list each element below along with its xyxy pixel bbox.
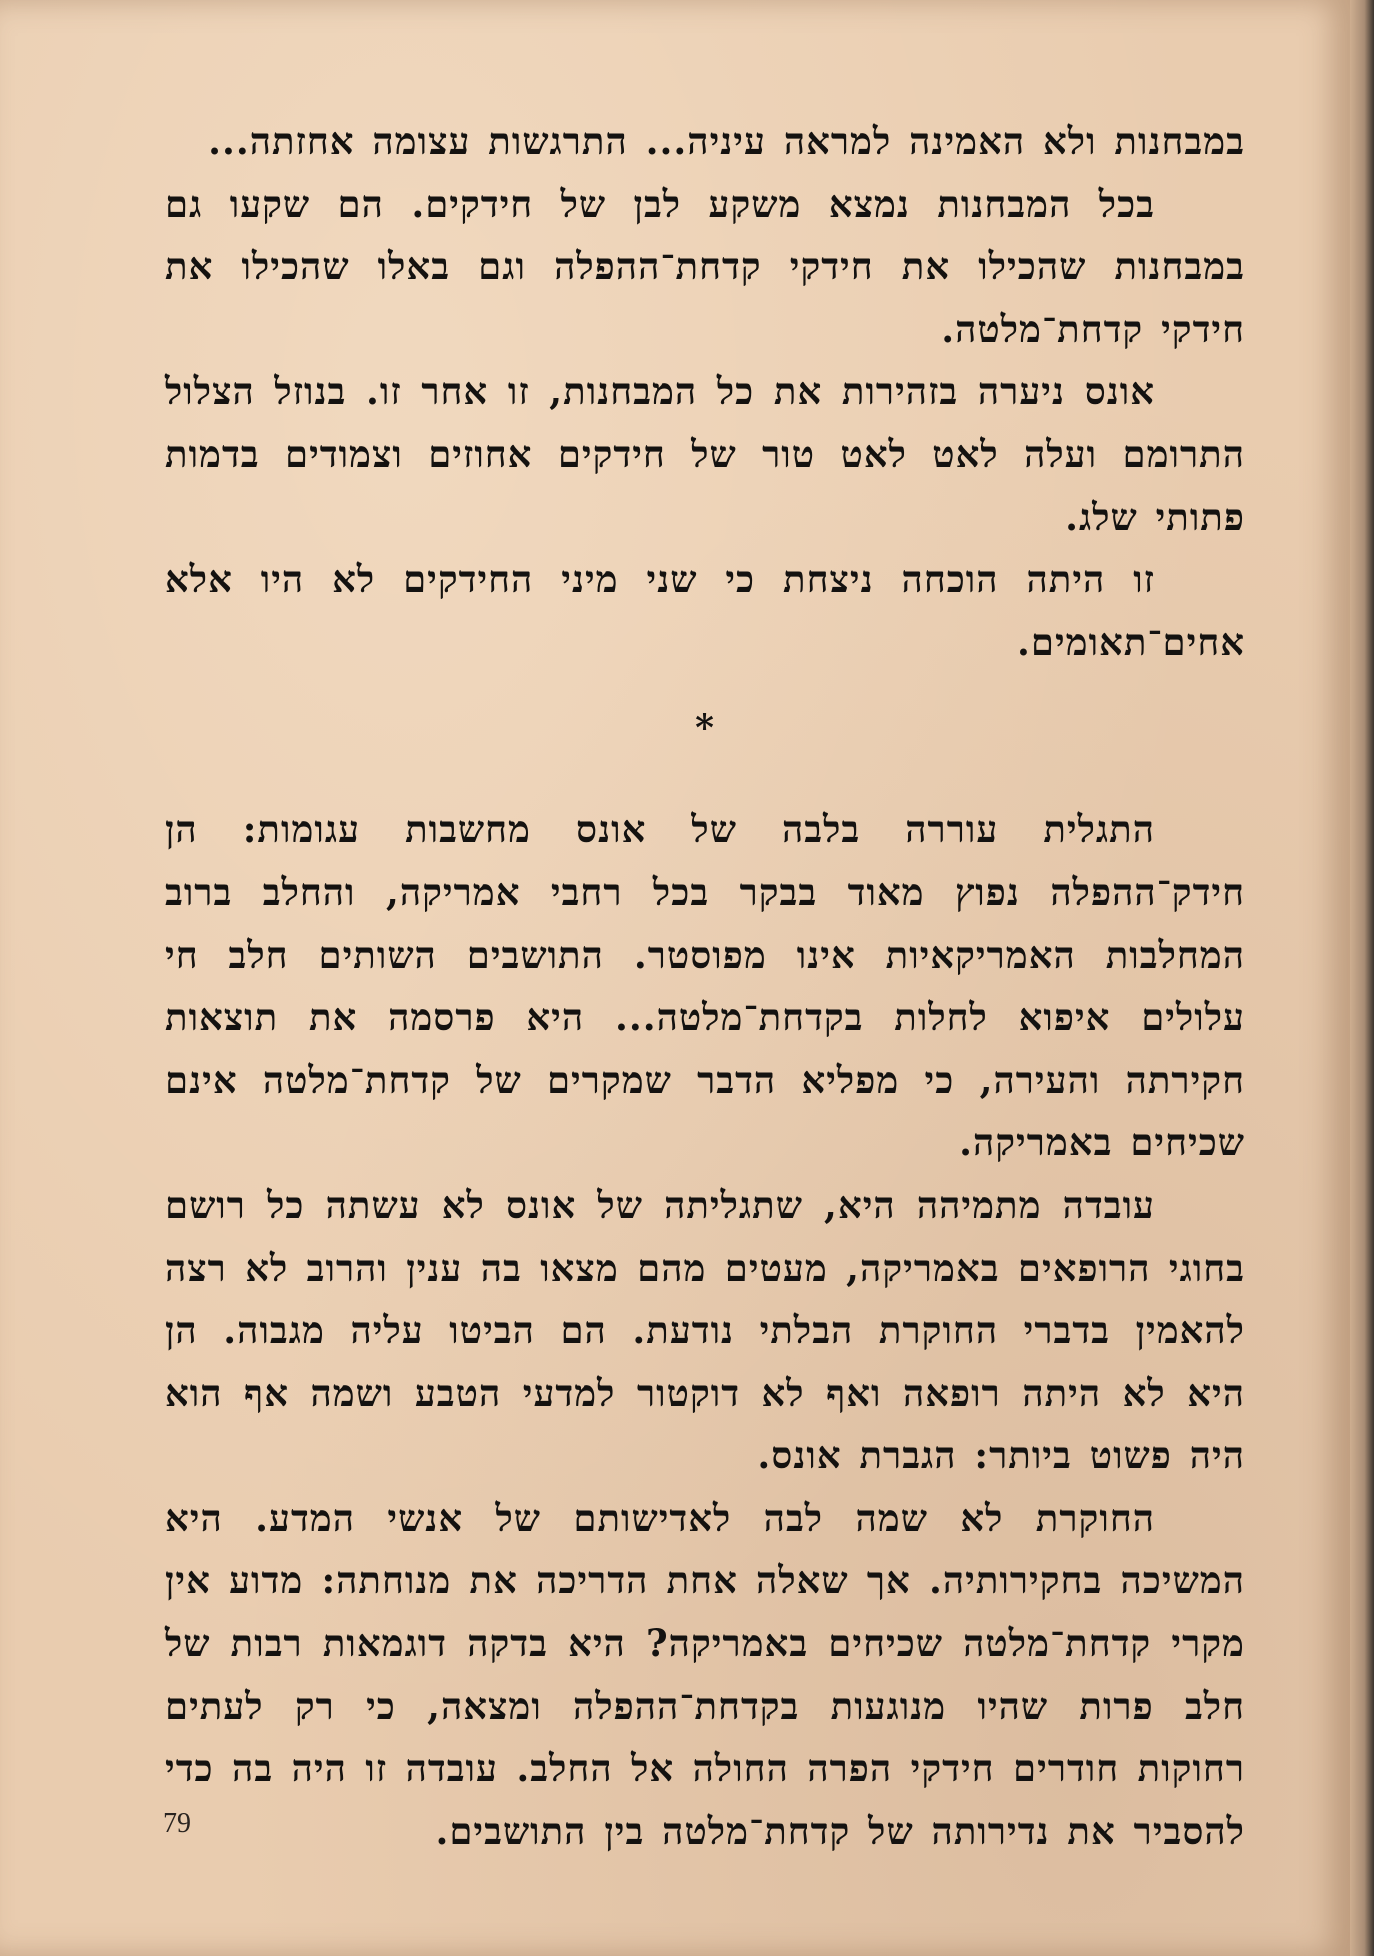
paragraph-3: אונס ניערה בזהירות את כל המבחנות, זו אחר זו. בנוזל הצלול התרומם ועלה לאט לאט טור של חידקים אחוזים וצמודים בדמות פתותי שלג.	[165, 369, 1245, 539]
page-number: 79	[163, 1808, 191, 1839]
paragraph-4: זו היתה הוכחה ניצחת כי שני מיני החידקים לא היו אלא אחים־תאומים.	[165, 557, 1245, 664]
section-separator: *	[695, 707, 715, 750]
paragraph-5: התגלית עוררה בלבה של אונס מחשבות עגומות: הן חידק־ההפלה נפוץ מאוד בבקר בכל רחבי אמריקה, והחלב ברוב המחלבות האמריקאיות אינו מפוסטר. התושבים השותים חלב חי עלולים איפוא לחלות בקדחת־מלטה... היא פרסמה את תוצאות חקירתה והעירה, כי מפליא הדבר שמקרים של קדחת־מלטה אינם שכיחים באמריקה.	[165, 807, 1245, 1165]
paragraph-2: בכל המבחנות נמצא משקע לבן של חידקים. הם שקעו גם במבחנות שהכילו את חידקי קדחת־ההפלה וגם באלו שהכילו את חידקי קדחת־מלטה.	[165, 181, 1245, 351]
paragraph-1: במבחנות ולא האמינה למראה עיניה... התרגשות עצומה אחזתה...	[208, 119, 1245, 163]
paragraph-6: עובדה מתמיהה היא, שתגליתה של אונס לא עשתה כל רושם בחוגי הרופאים באמריקה, מעטים מהם מצאו בה ענין והרוב לא רצה להאמין בדברי החוקרת הבלתי נודעת. הם הביטו עליה מגבוה. הן היא לא היתה רופאה ואף לא דוקטור למדעי הטבע ושמה אף הוא היה פשוט ביותר: הגברת אונס.	[165, 1182, 1245, 1478]
paragraph-7: החוקרת לא שמה לבה לאדישותם של אנשי המדע. היא המשיכה בחקירותיה. אך שאלה אחת הדריכה את מנוחתה: מדוע אין מקרי קדחת־מלטה שכיחים באמריקה? היא בדקה דוגמאות רבות של חלב פרות שהיו מנוגעות בקדחת־ההפלה ומצאה, כי רק לעתים רחוקות חודרים חידקי הפרה החולה אל החלב. עובדה זו היה בה כדי להסביר את נדירותה של קדחת־מלטה בין התושבים.	[165, 1495, 1245, 1853]
page-edge	[1350, 0, 1374, 1956]
page-text	[165, 110, 1245, 1862]
